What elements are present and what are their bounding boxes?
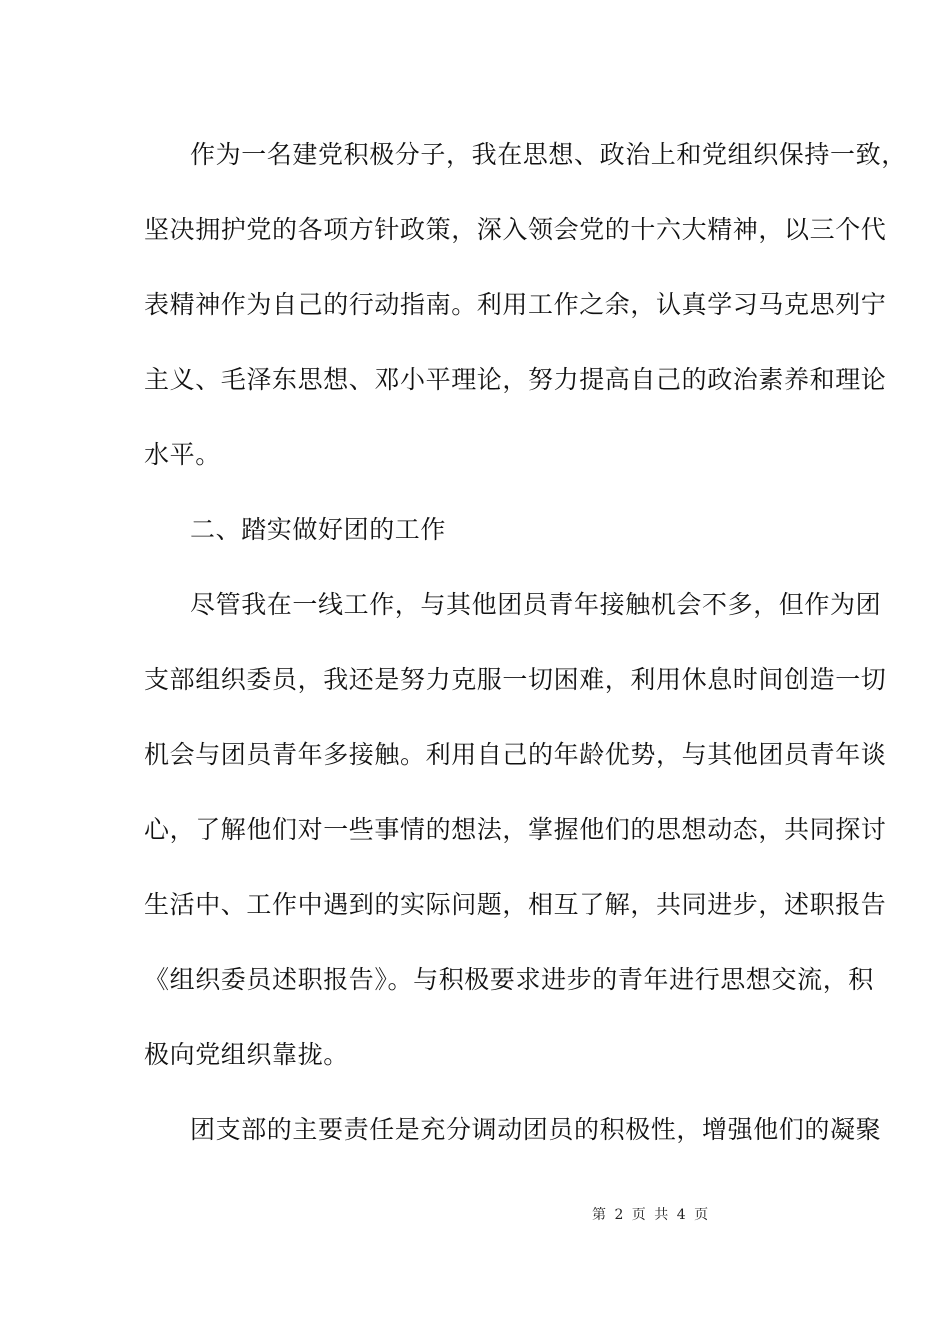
paragraph-1-line-4: 主义、毛泽东思想、邓小平理论，努力提高自己的政治素养和理论 — [144, 365, 887, 394]
paragraph-2-line-4: 心，了解他们对一些事情的想法，掌握他们的思想动态，共同探讨 — [144, 815, 887, 844]
paragraph-2-line-2: 支部组织委员，我还是努力克服一切困难，利用休息时间创造一切 — [144, 665, 887, 694]
section-heading: 二、踏实做好团的工作 — [190, 515, 447, 544]
paragraph-2-line-6: 《组织委员述职报告》。与积极要求进步的青年进行思想交流，积 — [144, 965, 874, 994]
paragraph-2-line-3: 机会与团员青年多接触。利用自己的年龄优势，与其他团员青年谈 — [144, 740, 887, 769]
paragraph-1-line-3: 表精神作为自己的行动指南。利用工作之余，认真学习马克思列宁 — [144, 290, 887, 319]
paragraph-3-line-1: 团支部的主要责任是充分调动团员的积极性，增强他们的凝聚 — [190, 1115, 882, 1144]
paragraph-1-line-2: 坚决拥护党的各项方针政策，深入领会党的十六大精神，以三个代 — [144, 215, 887, 244]
paragraph-2-line-5: 生活中、工作中遇到的实际问题，相互了解，共同进步，述职报告 — [144, 890, 887, 919]
page-number-footer: 第 2 页 共 4 页 — [592, 1207, 711, 1223]
paragraph-2-line-7: 极向党组织靠拢。 — [144, 1040, 349, 1069]
paragraph-1-line-5: 水平。 — [144, 440, 221, 469]
paragraph-2-line-1: 尽管我在一线工作，与其他团员青年接触机会不多，但作为团 — [190, 590, 882, 619]
paragraph-1-line-1: 作为一名建党积极分子，我在思想、政治上和党组织保持一致， — [190, 140, 907, 169]
